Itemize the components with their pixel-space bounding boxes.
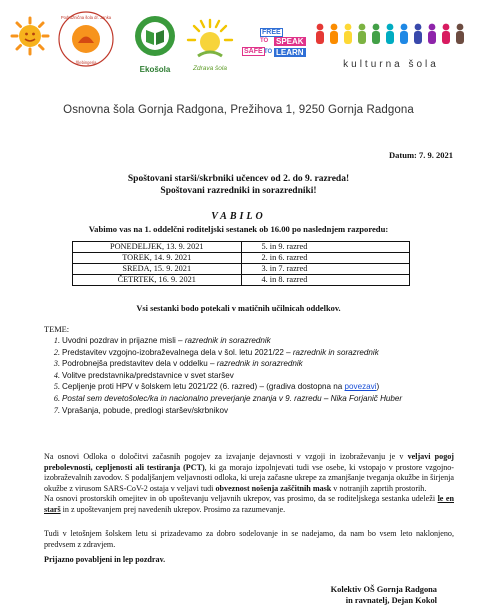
topic-presenter: Nika Forjanič Huber	[331, 394, 403, 403]
kulturna-sola-label: kulturna šola	[312, 59, 470, 70]
topic-text: Cepljenje proti HPV v šolskem letu 2021/22 (6. razred) – (gradiva dostopna na	[62, 382, 345, 391]
ekosola-label: Ekošola	[130, 65, 180, 74]
para-text: , ki ga morajo izpolnjevati tudi vse osebe, ki vstopajo v prostore vzgojno-izobraževalnih zavodov. S podaljšanjem veljavnosti odloka, ki ureja začasne ukrepe za zmanjšanje tveganja okužbe in širjenja okužbe z virusom SARS-CoV-2 ostaja v veljavi tudi	[44, 463, 454, 493]
topics-list	[44, 335, 477, 416]
signature-line: in ravnatelj, Dejan Kokol	[331, 596, 437, 606]
location-note: Vsi sestanki bodo potekali v matičnih učilnicah oddelkov.	[0, 304, 477, 313]
list-item	[62, 381, 477, 393]
greeting-parents: Spoštovani starši/skrbniki učencev od 2. do 9. razreda!	[0, 173, 477, 185]
logo-word-speak: SPEAK	[274, 37, 306, 46]
greeting-teachers: Spoštovani razredniki in sorazredniki!	[0, 185, 477, 197]
table-row	[73, 264, 410, 275]
topics-heading: TEME:	[44, 325, 69, 334]
topic-text: Volitve predstavnika/predstavnice v svet staršev	[62, 371, 234, 380]
invite-line: Vabimo vas na 1. oddelčni roditeljski sestanek ob 16.00 po naslednjem razporedu:	[0, 224, 477, 234]
topic-text: Postal sem devetošolec/ka in nacionalno preverjanje znanja v 9. razredu –	[62, 394, 331, 403]
list-item	[62, 358, 477, 370]
schedule-grades: 2. in 6. razred	[241, 253, 410, 264]
table-row	[73, 275, 410, 286]
topic-text: Vprašanja, pobude, predlogi staršev/skrbnikov	[62, 406, 228, 415]
school-address: Osnovna šola Gornja Radgona, Prežihova 1, 9250 Gornja Radgona	[0, 104, 477, 116]
document-title: VABILO	[0, 211, 477, 222]
schedule-day: ČETRTEK, 16. 9. 2021	[73, 275, 242, 286]
greeting	[0, 173, 477, 197]
para-emphasis: le en starš	[44, 494, 454, 514]
ekosola-logo	[130, 14, 180, 76]
logo-word-to-2: TO	[264, 49, 272, 55]
schedule-grades: 5. in 9. razred	[241, 242, 410, 253]
para-text: in z upoštevanjem prej navedenih ukrepov. Prosimo za razumevanje.	[61, 505, 285, 514]
schedule-grades: 3. in 7. razred	[241, 264, 410, 275]
para-emphasis: obveznost nošenja zaščitnih mask	[215, 484, 331, 493]
zdrava-sola-label: Zdrava šola	[186, 65, 234, 72]
zdrava-sola-logo	[186, 18, 234, 78]
para-emphasis: veljavi pogoj prebolevnosti, cepljenosti ali testiranja (PCT)	[44, 452, 454, 472]
document-date: Datum: 7. 9. 2021	[389, 150, 453, 160]
hpv-materials-link[interactable]: povezavi	[345, 382, 377, 391]
closing-greeting: Prijazno povabljeni in lep pozdrav.	[44, 555, 454, 566]
list-item	[62, 393, 477, 405]
para-text: Na osnovi prostorskih omejitev in ob upoštevanju veljavnih ukrepov, vas prosimo, da se roditeljskega sestanka udeleži	[44, 494, 438, 503]
table-row	[73, 253, 410, 264]
schedule-grades: 4. in 8. razred	[241, 275, 410, 286]
schedule-day: SREDA, 15. 9. 2021	[73, 264, 242, 275]
logo-word-learn: LEARN	[274, 48, 306, 57]
schedule-day: TOREK, 14. 9. 2021	[73, 253, 242, 264]
list-item	[62, 347, 477, 359]
para-text: Na osnovi Odloka o določitvi začasnih pogojev za izvajanje dejavnosti v vzgoji in izobraževanju je v	[44, 452, 408, 461]
topic-text: Predstavitev vzgojno-izobraževalnega dela v šol. letu 2021/22 –	[62, 348, 293, 357]
logo-bar	[10, 8, 470, 80]
logo-word-free: FREE	[260, 28, 283, 37]
list-item	[62, 405, 477, 417]
topic-presenter: razrednik in sorazrednik	[293, 348, 379, 357]
para-text: v notranjih zaprtih prostorih.	[331, 484, 426, 493]
topic-text-after: )	[377, 382, 380, 391]
svg-text:Podružnična šola dr. Janka: Podružnična šola dr. Janka	[61, 15, 112, 20]
covid-measures-paragraph	[44, 452, 454, 516]
signature	[331, 585, 437, 606]
signature-line: Kolektiv OŠ Gornja Radgona	[331, 585, 437, 596]
list-item	[62, 335, 477, 347]
pedagogical-school-seal-icon	[57, 10, 115, 68]
topic-presenter: razrednik in sorazrednik	[217, 359, 303, 368]
safe-to-speak-logo	[242, 28, 308, 68]
svg-text:Šlebingerja: Šlebingerja	[76, 60, 98, 65]
logo-word-safe: SAFE	[242, 47, 265, 56]
meeting-schedule-table	[72, 241, 410, 286]
sun-logo	[10, 16, 50, 56]
topic-text: Podrobnejša predstavitev dela v oddelku –	[62, 359, 217, 368]
table-row	[73, 242, 410, 253]
logo-word-to: TO	[260, 38, 268, 44]
topic-presenter: razrednik in sorazrednik	[185, 336, 271, 345]
kulturna-sola-logo	[312, 22, 470, 72]
schedule-day: PONEDELJEK, 13. 9. 2021	[73, 242, 242, 253]
topic-text: Uvodni pozdrav in prijazne misli –	[62, 336, 185, 345]
cooperation-paragraph: Tudi v letošnjem šolskem letu si prizadevamo za dobro sodelovanje in se nadejamo, da nam bo vsem leto naklonjeno, predvsem z zdravjem.	[44, 529, 454, 550]
list-item	[62, 370, 477, 382]
